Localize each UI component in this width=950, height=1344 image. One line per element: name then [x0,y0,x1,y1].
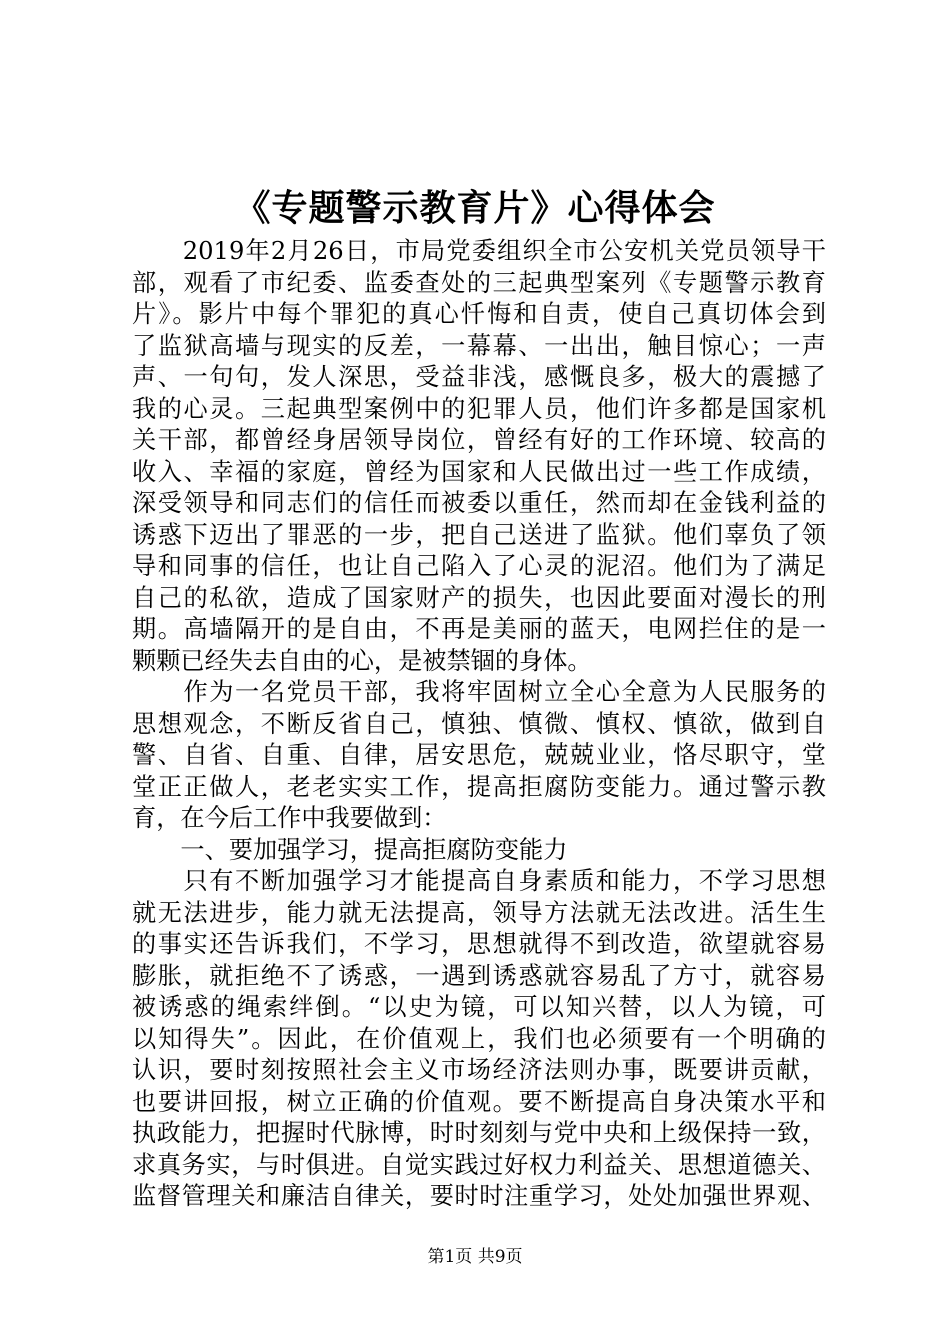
text-line: 声、一句句，发人深思，受益非浅，感慨良多，极大的震撼了 [132,363,826,391]
text-line: 了监狱高墙与现实的反差，一幕幕、一出出，触目惊心；一声 [132,331,826,360]
text-line: 的事实还告诉我们，不学习，思想就得不到改造，欲望就容易 [132,930,826,958]
text-line: 自己的私欲，造成了国家财产的损失，也因此要面对漫长的刑 [132,583,826,612]
text-line: 执政能力，把握时代脉博，时时刻刻与党中央和上级保持一致， [132,1119,826,1147]
text-line: 部，观看了市纪委、监委查处的三起典型案列《专题警示教育 [132,268,826,297]
text-line: 也要讲回报，树立正确的价值观。要不断提高自身决策水平和 [132,1087,826,1116]
text-line: 作为一名党员干部，我将牢固树立全心全意为人民服务的 [132,678,826,706]
text-line: 认识，要时刻按照社会主义市场经济法则办事，既要讲贡献， [132,1056,826,1084]
text-line: 育，在今后工作中我要做到： [132,804,447,832]
text-line: 以知得失”。因此，在价值观上，我们也必须要有一个明确的 [132,1024,826,1053]
text-line: 期。高墙隔开的是自由，不再是美丽的蓝天，电网拦住的是一 [132,615,826,643]
text-line: 颗颗已经失去自由的心，是被禁锢的身体。 [132,646,592,675]
text-line: 收入、幸福的家庭，曾经为国家和人民做出过一些工作成绩， [132,457,826,486]
text-line: 警、自省、自重、自律，居安思危，兢兢业业，恪尽职守，堂 [132,741,826,769]
text-line: 就无法进步，能力就无法提高，领导方法就无法改进。活生生 [132,898,826,927]
text-line: 关干部，都曾经身居领导岗位，曾经有好的工作环境、较高的 [132,426,826,454]
text-line: 只有不断加强学习才能提高自身素质和能力，不学习思想 [132,867,826,895]
document-body [132,236,826,1213]
page-footer: 第1页 共9页 [427,1247,523,1267]
text-line: 思想观念，不断反省自己，慎独、慎微、慎权、慎欲，做到自 [132,709,826,738]
text-line: 片》。影片中每个罪犯的真心忏悔和自责，使自己真切体会到 [132,300,826,328]
text-line: 2019年2月26日，市局党委组织全市公安机关党员领导干 [132,237,826,265]
text-line: 被诱惑的绳索绊倒。“以史为镜，可以知兴替，以人为镜，可 [132,993,826,1021]
text-line: 深受领导和同志们的信任而被委以重任，然而却在金钱利益的 [132,489,826,517]
text-line: 膨胀，就拒绝不了诱惑，一遇到诱惑就容易乱了方寸，就容易 [132,961,826,990]
text-line: 我的心灵。三起典型案例中的犯罪人员，他们许多都是国家机 [132,394,826,423]
text-line: 监督管理关和廉洁自律关，要时时注重学习，处处加强世界观、 [132,1182,826,1210]
text-line: 求真务实，与时俱进。自觉实践过好权力利益关、思想道德关、 [132,1150,826,1179]
document-title: 《专题警示教育片》心得体会 [234,187,716,229]
text-line: 诱惑下迈出了罪恶的一步，把自己送进了监狱。他们辜负了领 [132,520,826,549]
text-line: 堂正正做人，老老实实工作，提高拒腐防变能力。通过警示教 [132,772,826,801]
text-line: 导和同事的信任，也让自己陷入了心灵的泥沼。他们为了满足 [132,552,826,580]
text-line: 一、要加强学习，提高拒腐防变能力 [132,835,568,864]
